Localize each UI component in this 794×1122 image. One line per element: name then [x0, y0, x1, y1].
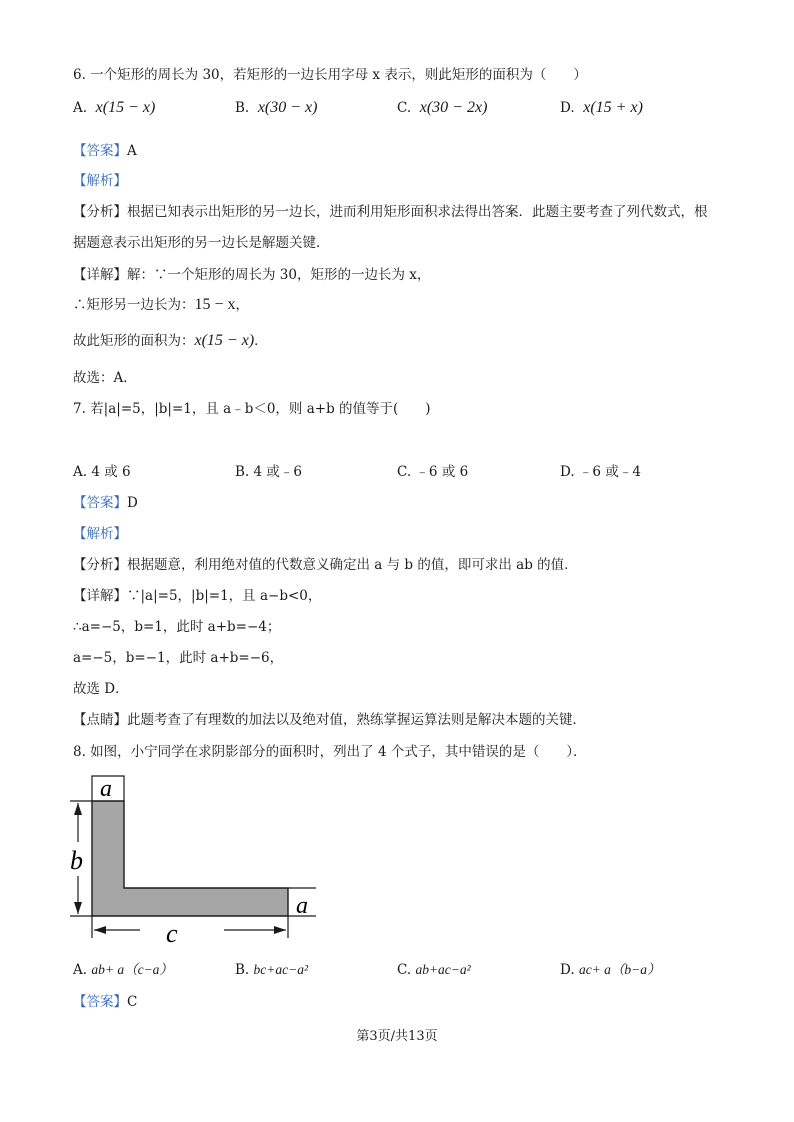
- q7-stem: 7. 若|a|=5，|b|=1，且 a﹣b＜0，则 a+b 的值等于( ): [73, 401, 431, 417]
- q8-option-b-text: bc+ac−a²: [253, 962, 309, 977]
- q6-detail3-pre: 故此矩形的面积为：: [73, 333, 195, 349]
- q6-detail2-post: ，: [235, 297, 250, 313]
- q8-label-a-top: a: [100, 776, 112, 802]
- q6-detail-text1: 解：∵一个矩形的周长为 30，矩形的一边长为 x，: [127, 267, 431, 283]
- q8-option-d-text: ac+ a（b−a）: [578, 962, 661, 977]
- q6-option-a-label: A.: [73, 100, 88, 116]
- q6-option-a: [73, 99, 155, 117]
- q8-answer-value: C: [127, 994, 138, 1010]
- q7-detail-text1: ∵|a|=5，|b|=1，且 a−b<0，: [127, 588, 322, 604]
- page-footer: 第3页/共13页: [356, 1029, 438, 1044]
- q6-fenxi-line1: [73, 203, 708, 221]
- q6-detail2-expr: 15 − x: [194, 296, 236, 313]
- q6-option-d-expr: x(15 + x): [583, 99, 643, 116]
- q6-fenxi-tag: 【分析】: [73, 204, 127, 220]
- q7-option-d-label: D.: [560, 464, 575, 480]
- q8-b-arrowhead-bottom: [74, 902, 82, 914]
- q8-answer: [73, 993, 137, 1011]
- q8-option-c-label: C.: [397, 962, 412, 978]
- q7-fenxi-text: 根据题意，利用绝对值的代数意义确定出 a 与 b 的值，即可求出 ab 的值．: [127, 557, 578, 573]
- q6-option-c-expr: x(30 − 2x): [419, 99, 488, 116]
- q6-option-d: [560, 99, 643, 117]
- q7-option-b-label: B.: [235, 464, 250, 480]
- q7-detail-tag: 【详解】: [73, 588, 127, 604]
- q7-answer-tag: 【答案】: [73, 495, 127, 511]
- q8-stem: 8. 如图，小宁同学在求阴影部分的面积时，列出了 4 个式子，其中错误的是（ ）．: [73, 744, 587, 760]
- q6-option-a-expr: x(15 − x): [95, 99, 156, 116]
- q8-option-a: [73, 961, 173, 979]
- q7-conclusion: 故选 D．: [73, 681, 129, 697]
- q8-c-arrowhead-right: [274, 926, 286, 934]
- q7-fenxi: [73, 556, 578, 574]
- q6-detail-tag: 【详解】: [73, 267, 127, 283]
- q7-option-d-text: ﹣6 或﹣4: [578, 464, 641, 480]
- q7-option-c-label: C.: [397, 464, 412, 480]
- q7-dianjing: [73, 711, 586, 729]
- q8-option-c-text: ab+ac−a²: [415, 962, 471, 977]
- q6-detail2-pre: ∴矩形另一边长为：: [73, 297, 195, 313]
- q6-option-c-label: C.: [397, 100, 412, 116]
- q8-option-d: [560, 961, 661, 979]
- q7-answer: [73, 494, 138, 512]
- q7-option-a-label: A.: [73, 464, 88, 480]
- q6-stem: 6. 一个矩形的周长为 30，若矩形的一边长用字母 x 表示，则此矩形的面积为（ ）: [73, 67, 587, 83]
- q6-detail3-expr: x(15 − x): [194, 332, 255, 349]
- q7-analysis-tag: [73, 525, 127, 543]
- q8-option-c: [397, 961, 471, 979]
- q6-option-b-label: B.: [235, 100, 250, 116]
- q7-dianjing-text: 此题考查了有理数的加法以及绝对值，熟练掌握运算法则是解决本题的关键．: [127, 712, 586, 728]
- q8-label-a-right: a: [296, 893, 308, 919]
- q7-detail-line1: [73, 587, 321, 605]
- q7-option-a: [73, 463, 131, 481]
- q7-dianjing-tag: 【点睛】: [73, 712, 127, 728]
- q6-analysis-label: 【解析】: [73, 173, 127, 189]
- q6-answer-value: A: [127, 143, 137, 159]
- q6-detail-line3: [73, 332, 268, 350]
- q7-analysis-label: 【解析】: [73, 526, 127, 542]
- q7-option-c: [397, 463, 468, 481]
- q8-answer-tag: 【答案】: [73, 994, 127, 1010]
- q6-conclusion: 故选：A．: [73, 370, 137, 386]
- q8-option-b-label: B.: [235, 962, 250, 978]
- q8-label-c: c: [166, 919, 178, 948]
- q8-option-a-label: A.: [73, 962, 88, 978]
- q7-option-d: [560, 463, 641, 481]
- q6-option-d-label: D.: [560, 100, 575, 116]
- q7-option-b: [235, 463, 302, 481]
- q8-label-b: b: [70, 846, 83, 875]
- q6-detail-line1: [73, 266, 430, 284]
- q7-detail-line3: a=−5，b=−1，此时 a+b=−6，: [73, 650, 284, 666]
- q6-detail3-post: ．: [254, 333, 268, 349]
- q8-option-b: [235, 961, 308, 979]
- q8-figure: [60, 772, 330, 950]
- q6-option-b: [235, 99, 317, 117]
- q6-detail-line2: [73, 296, 249, 314]
- q6-fenxi-text1: 根据已知表示出矩形的另一边长，进而利用矩形面积求法得出答案．此题主要考查了列代数式，根: [127, 204, 708, 220]
- q7-option-c-text: ﹣6 或 6: [415, 464, 469, 480]
- q8-option-a-text: ab+ a（c−a）: [91, 962, 173, 977]
- q8-option-d-label: D.: [560, 962, 575, 978]
- q6-option-c: [397, 99, 487, 117]
- q6-analysis-tag: [73, 172, 127, 190]
- q8-shaded-region: [92, 801, 288, 916]
- q6-fenxi-line2: 据题意表示出矩形的另一边长是解题关键．: [73, 235, 330, 251]
- q7-option-a-text: 4 或 6: [91, 464, 131, 480]
- q6-answer-tag: 【答案】: [73, 143, 127, 159]
- q7-answer-value: D: [127, 495, 138, 511]
- q7-detail-line2: ∴a=−5，b=1，此时 a+b=−4；: [73, 619, 281, 635]
- q6-option-b-expr: x(30 − x): [257, 99, 318, 116]
- q7-option-b-text: 4 或﹣6: [253, 464, 302, 480]
- q6-answer: [73, 142, 137, 160]
- q7-fenxi-tag: 【分析】: [73, 557, 127, 573]
- q8-c-arrowhead-left: [94, 926, 106, 934]
- q8-b-arrowhead-top: [74, 803, 82, 815]
